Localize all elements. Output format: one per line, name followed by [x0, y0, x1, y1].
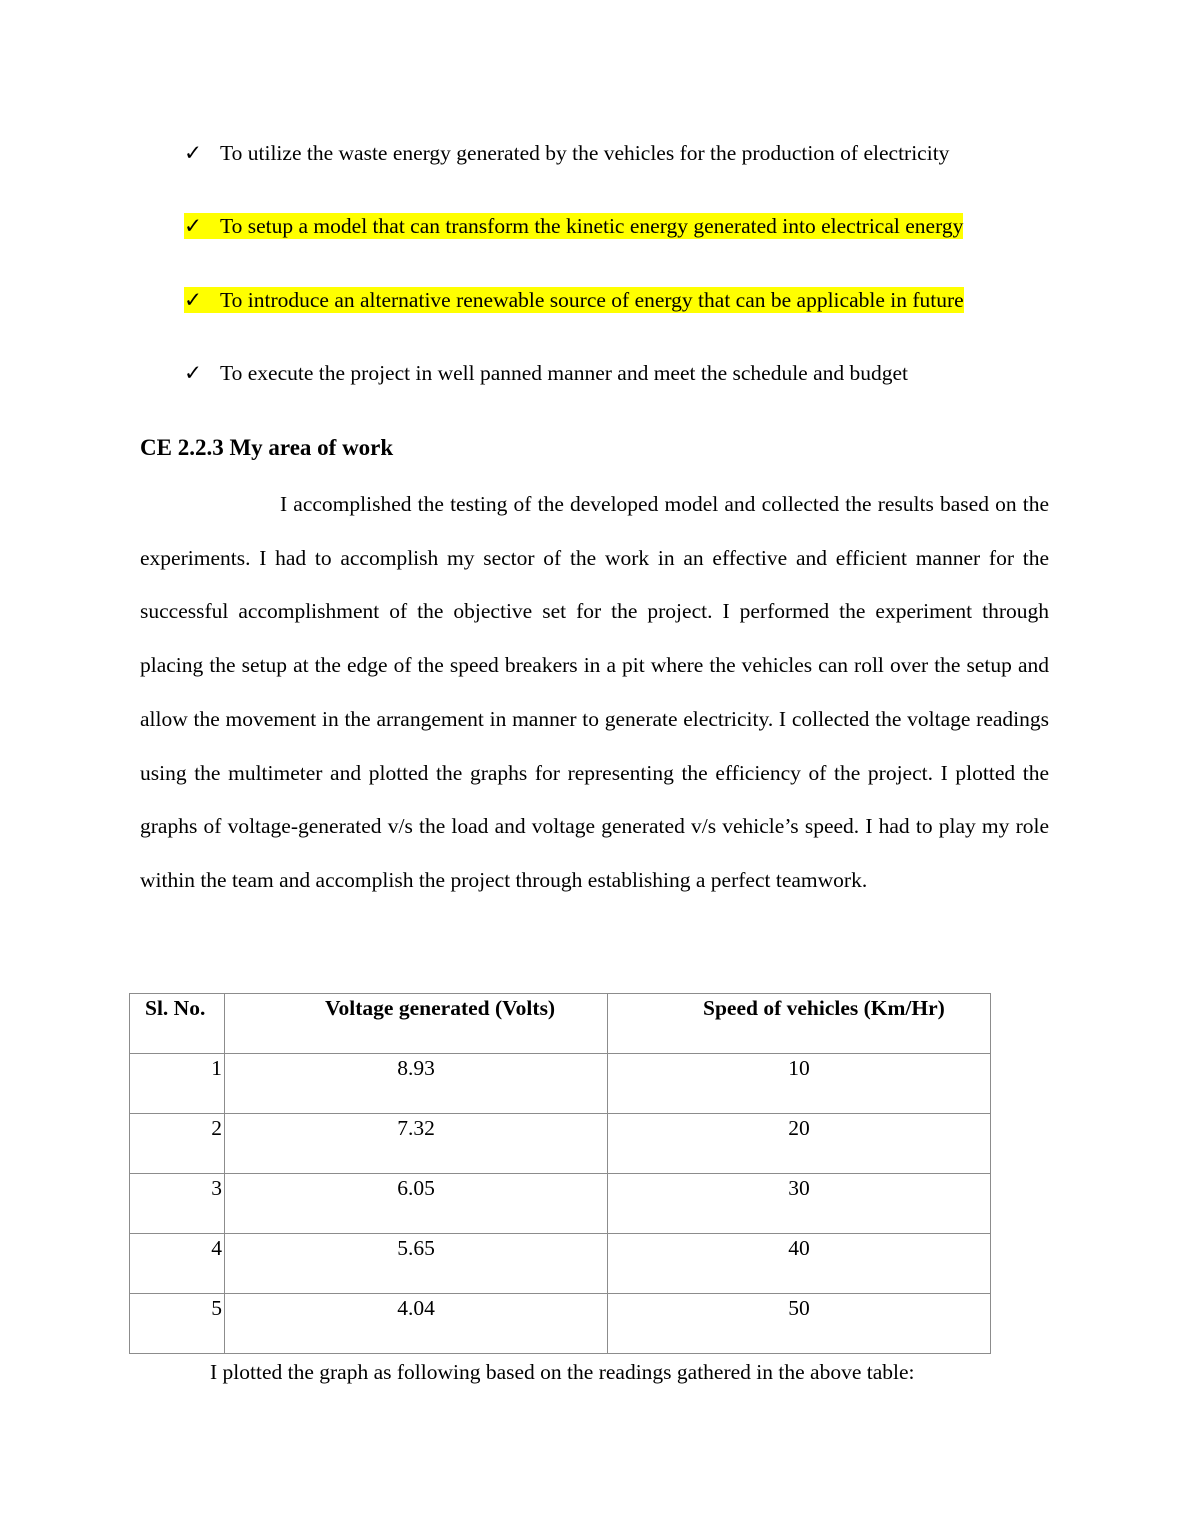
- table-row: [130, 1054, 991, 1114]
- cell-speed: 30: [608, 1174, 991, 1234]
- cell-speed: 40: [608, 1234, 991, 1294]
- cell-voltage: 7.32: [225, 1114, 608, 1174]
- cell-voltage: 6.05: [225, 1174, 608, 1234]
- cell-voltage: 4.04: [225, 1294, 608, 1354]
- objective-bullet-highlighted: [184, 287, 964, 313]
- section-heading: CE 2.2.3 My area of work: [140, 435, 394, 460]
- objective-bullet: [184, 140, 949, 166]
- table-row: [130, 1114, 991, 1174]
- table-header-row: [130, 994, 991, 1054]
- cell-serial-no: 4: [130, 1234, 225, 1294]
- objective-text: To utilize the waste energy generated by the vehicles for the production of electricity: [220, 141, 950, 165]
- body-paragraph: I accomplished the testing of the developed model and collected the results based on the experiments. I had to accomplish my sector of the work in an effective and efficient manner for the successful accomplishment of the objective set for the project. I performed the experiment through placing the setup at the edge of the speed breakers in a pit where the vehicles can roll over the setup and allow the movement in the arrangement in manner to generate electricity. I collected the voltage readings using the multimeter and plotted the graphs for representing the efficiency of the project. I plotted the graphs of voltage-generated v/s the load and voltage generated v/s vehicle’s speed. I had to play my role within the team and accomplish the project through establishing a perfect teamwork.: [140, 492, 1049, 892]
- checkmark-icon: ✓: [184, 141, 203, 165]
- objective-bullet-highlighted: [184, 213, 963, 239]
- readings-table: [129, 993, 991, 1354]
- closing-sentence: I plotted the graph as following based on the readings gathered in the above table:: [210, 1360, 915, 1384]
- header-serial-no: Sl. No.: [130, 994, 225, 1054]
- cell-serial-no: 2: [130, 1114, 225, 1174]
- cell-speed: 10: [608, 1054, 991, 1114]
- checkmark-icon: ✓: [184, 288, 203, 312]
- header-voltage: Voltage generated (Volts): [225, 994, 608, 1054]
- cell-serial-no: 3: [130, 1174, 225, 1234]
- table-row: [130, 1174, 991, 1234]
- cell-speed: 20: [608, 1114, 991, 1174]
- objective-text: To introduce an alternative renewable source of energy that can be applicable in future: [220, 288, 964, 312]
- table-row: [130, 1234, 991, 1294]
- cell-voltage: 8.93: [225, 1054, 608, 1114]
- objective-bullet: [184, 360, 908, 386]
- checkmark-icon: ✓: [184, 214, 203, 238]
- checkmark-icon: ✓: [184, 361, 203, 385]
- cell-voltage: 5.65: [225, 1234, 608, 1294]
- cell-serial-no: 1: [130, 1054, 225, 1114]
- header-speed: Speed of vehicles (Km/Hr): [608, 994, 991, 1054]
- objective-text: To execute the project in well panned manner and meet the schedule and budget: [220, 361, 909, 385]
- cell-speed: 50: [608, 1294, 991, 1354]
- cell-serial-no: 5: [130, 1294, 225, 1354]
- objective-text: To setup a model that can transform the kinetic energy generated into electrical energy: [220, 214, 964, 238]
- table-row: [130, 1294, 991, 1354]
